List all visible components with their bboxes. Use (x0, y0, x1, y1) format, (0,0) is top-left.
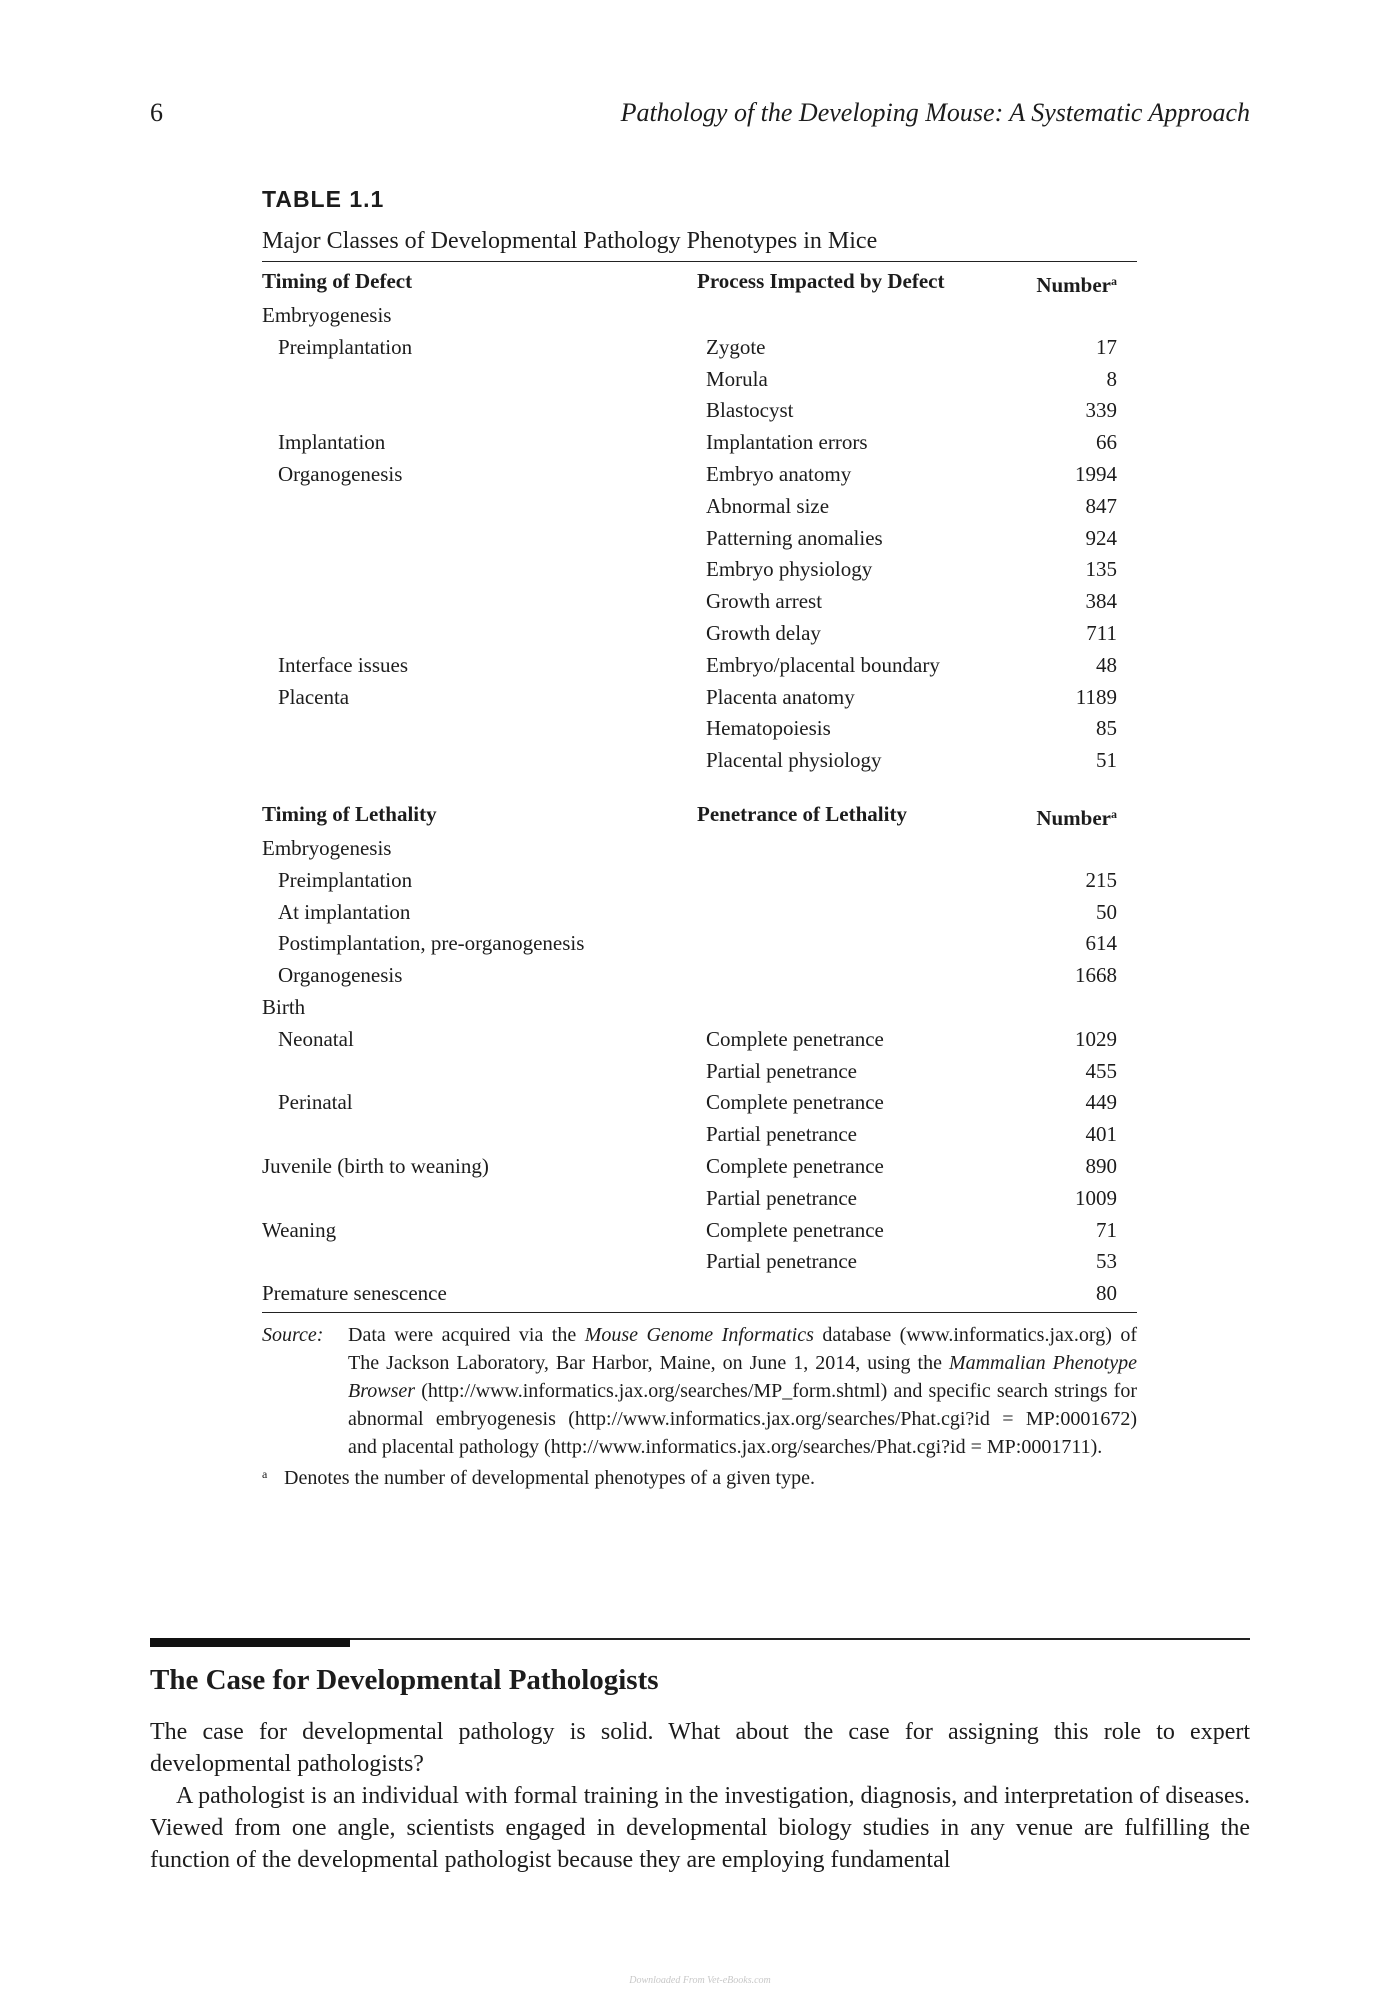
cell-process: Implantation errors (706, 430, 868, 455)
header-number: Number$^a$ (1036, 805, 1117, 830)
cell-number: 1189 (1075, 684, 1117, 709)
cell-penetrance: Complete penetrance (706, 1026, 884, 1051)
cell-number: 53 (1096, 1249, 1117, 1274)
cell-number: 847 (1085, 493, 1117, 518)
cell-timing (262, 1183, 697, 1215)
header-timing-of-lethality: Timing of Lethality (262, 801, 437, 826)
section-title: The Case for Developmental Pathologists (150, 1664, 659, 1696)
cell-process: Morula (706, 366, 768, 391)
table-row (262, 1183, 1137, 1215)
source-label: Source: (262, 1323, 324, 1346)
table-row (262, 1056, 1137, 1088)
section-body (150, 1716, 1250, 1876)
body-paragraph: The case for developmental pathology is solid. What about the case for assigning this role to expert developmental pathologists? (150, 1719, 1250, 1777)
cell-number: 85 (1096, 716, 1117, 741)
cell-process: Placenta anatomy (706, 684, 855, 709)
cell-penetrance (697, 928, 1017, 960)
cell-process: Patterning anomalies (706, 525, 883, 550)
table-row (262, 928, 1137, 960)
cell-timing: Embryogenesis (262, 835, 392, 860)
table-header-row-defect (262, 262, 1137, 300)
cell-process: Growth delay (706, 620, 821, 645)
cell-penetrance: Partial penetrance (706, 1058, 857, 1083)
cell-timing (262, 491, 697, 523)
cell-penetrance: Complete penetrance (706, 1090, 884, 1115)
table-label: TABLE 1.1 (262, 186, 385, 212)
cell-timing: Postimplantation, pre-organogenesis (278, 931, 585, 956)
table-caption: Major Classes of Developmental Pathology Phenotypes in Mice (262, 220, 1137, 262)
cell-penetrance (697, 1278, 1017, 1310)
table-1-1 (262, 186, 1137, 1492)
cell-timing: Implantation (278, 430, 386, 455)
header-timing-of-defect: Timing of Defect (262, 269, 413, 293)
cell-penetrance: Complete penetrance (706, 1217, 884, 1242)
table-row (262, 459, 1137, 491)
footnote-marker: a (1111, 274, 1117, 288)
table-row (262, 1024, 1137, 1056)
cell-process: Hematopoiesis (706, 716, 831, 741)
cell-timing: At implantation (278, 899, 411, 924)
table-header-row-lethality (262, 795, 1137, 833)
cell-timing (262, 1119, 697, 1151)
cell-timing: Interface issues (278, 652, 409, 677)
cell-number: 50 (1096, 899, 1117, 924)
cell-number: 1668 (1075, 963, 1117, 988)
table-row (262, 491, 1137, 523)
table-bottom-rule (262, 1312, 1137, 1313)
cell-timing (262, 364, 697, 396)
cell-timing (262, 713, 697, 745)
cell-number: 48 (1096, 652, 1117, 677)
cell-process: Growth arrest (706, 589, 823, 614)
table-row (262, 1215, 1137, 1247)
body-paragraph: A pathologist is an individual with formal training in the investigation, diagnosis, and interpretation of diseases. Viewed from one angle, scientists engaged in developmental biology studies in any venue are fulfilling the function of the developmental pathologist because they are employing fundamental (150, 1783, 1250, 1873)
cell-penetrance (697, 992, 1017, 1024)
cell-number: 8 (1106, 366, 1117, 391)
table-row (262, 618, 1137, 650)
cell-number: 449 (1085, 1090, 1117, 1115)
cell-timing: Organogenesis (278, 963, 403, 988)
cell-number: 890 (1085, 1153, 1117, 1178)
table-row (262, 395, 1137, 427)
cell-timing: Placenta (278, 684, 350, 709)
table-row (262, 713, 1137, 745)
cell-number: 455 (1085, 1058, 1117, 1083)
cell-timing (262, 586, 697, 618)
table-row (262, 1151, 1137, 1183)
table-row (262, 554, 1137, 586)
cell-timing: Perinatal (278, 1090, 353, 1115)
cell-timing: Embryogenesis (262, 303, 392, 327)
cell-penetrance (697, 897, 1017, 929)
cell-timing: Juvenile (birth to weaning) (262, 1153, 489, 1178)
cell-penetrance (697, 960, 1017, 992)
cell-process: Abnormal size (706, 493, 830, 518)
cell-timing: Preimplantation (278, 867, 413, 892)
table-row (262, 992, 1137, 1024)
table-row (262, 427, 1137, 459)
cell-process: Embryo/placental boundary (706, 652, 940, 677)
cell-timing (262, 523, 697, 555)
cell-timing (262, 395, 697, 427)
table-notes (262, 1321, 1137, 1492)
table-row (262, 523, 1137, 555)
cell-penetrance (697, 865, 1017, 897)
cell-number: 339 (1085, 398, 1117, 423)
cell-process: Placental physiology (706, 748, 882, 773)
table-row (262, 865, 1137, 897)
table-row (262, 650, 1137, 682)
header-number: Number$^a$ (1036, 273, 1117, 297)
cell-timing: Weaning (262, 1217, 337, 1242)
table-row (262, 682, 1137, 714)
cell-number (1017, 300, 1117, 332)
table-source (262, 1321, 1137, 1461)
defect-rows (262, 300, 1137, 777)
cell-number: 711 (1086, 620, 1117, 645)
cell-timing (262, 1246, 697, 1278)
running-head: Pathology of the Developing Mouse: A Systematic Approach (620, 98, 1250, 127)
cell-number (1017, 992, 1117, 1024)
cell-penetrance: Partial penetrance (706, 1122, 857, 1147)
cell-penetrance: Partial penetrance (706, 1185, 857, 1210)
cell-number: 17 (1096, 334, 1117, 359)
cell-penetrance: Partial penetrance (706, 1249, 857, 1274)
cell-number: 71 (1096, 1217, 1117, 1242)
cell-number: 51 (1096, 748, 1117, 773)
cell-number: 1994 (1075, 461, 1117, 486)
cell-process: Embryo physiology (706, 557, 873, 582)
cell-timing: Birth (262, 994, 306, 1019)
table-row (262, 332, 1137, 364)
footnote-mark: a (262, 1466, 268, 1481)
cell-penetrance (697, 833, 1017, 865)
table-row (262, 586, 1137, 618)
header-penetrance: Penetrance of Lethality (697, 801, 907, 826)
cell-timing (262, 554, 697, 586)
lethality-rows (262, 833, 1137, 1310)
source-text: Data were acquired via the Mouse Genome Informatics database (www.informatics.jax.org) of The Jackson Laboratory, Bar Harbor, Maine, on June 1, 2014, using the Mammalian Phenotype Browser (http://www.informatics.jax.org/searches/MP_form.shtml) and specific search strings for abnormal embryogenesis (http://www.informatics.jax.org/searches/Phat.cgi?id = MP:0001672) and placental pathology (http://www.informatics.jax.org/searches/Phat.cgi?id = MP:0001711). (348, 1323, 1137, 1458)
table-row (262, 1087, 1137, 1119)
cell-number: 384 (1085, 589, 1117, 614)
cell-number: 1009 (1075, 1185, 1117, 1210)
footnote-marker: a (1111, 806, 1117, 821)
watermark: Downloaded From Vet-eBooks.com (629, 1975, 771, 1986)
cell-process: Blastocyst (706, 398, 794, 423)
table-row (262, 745, 1137, 777)
cell-number: 614 (1085, 931, 1117, 956)
table-row (262, 897, 1137, 929)
table-row (262, 1246, 1137, 1278)
section-divider-accent (150, 1638, 350, 1647)
table-row (262, 1278, 1137, 1310)
table-row (262, 833, 1137, 865)
cell-timing: Premature senescence (262, 1281, 447, 1306)
cell-number: 80 (1096, 1281, 1117, 1306)
cell-penetrance: Complete penetrance (706, 1153, 884, 1178)
header-process-impacted: Process Impacted by Defect (697, 269, 945, 293)
cell-process: Embryo anatomy (706, 461, 852, 486)
footnote-text: Denotes the number of developmental phenotypes of a given type. (284, 1466, 815, 1489)
table-footnote (262, 1464, 1137, 1492)
cell-timing (262, 1056, 697, 1088)
cell-timing: Preimplantation (278, 334, 413, 359)
table-row (262, 364, 1137, 396)
cell-timing: Neonatal (278, 1026, 354, 1051)
cell-number: 215 (1085, 867, 1117, 892)
cell-process (697, 300, 1017, 332)
cell-number: 924 (1085, 525, 1117, 550)
cell-timing: Organogenesis (278, 461, 403, 486)
cell-number: 1029 (1075, 1026, 1117, 1051)
page-number: 6 (150, 98, 163, 127)
cell-timing (262, 745, 697, 777)
cell-timing (262, 618, 697, 650)
cell-number: 135 (1085, 557, 1117, 582)
cell-number (1017, 833, 1117, 865)
table-row (262, 300, 1137, 332)
table-row (262, 1119, 1137, 1151)
cell-number: 66 (1096, 430, 1117, 455)
table-row (262, 960, 1137, 992)
cell-process: Zygote (706, 334, 766, 359)
cell-number: 401 (1085, 1122, 1117, 1147)
